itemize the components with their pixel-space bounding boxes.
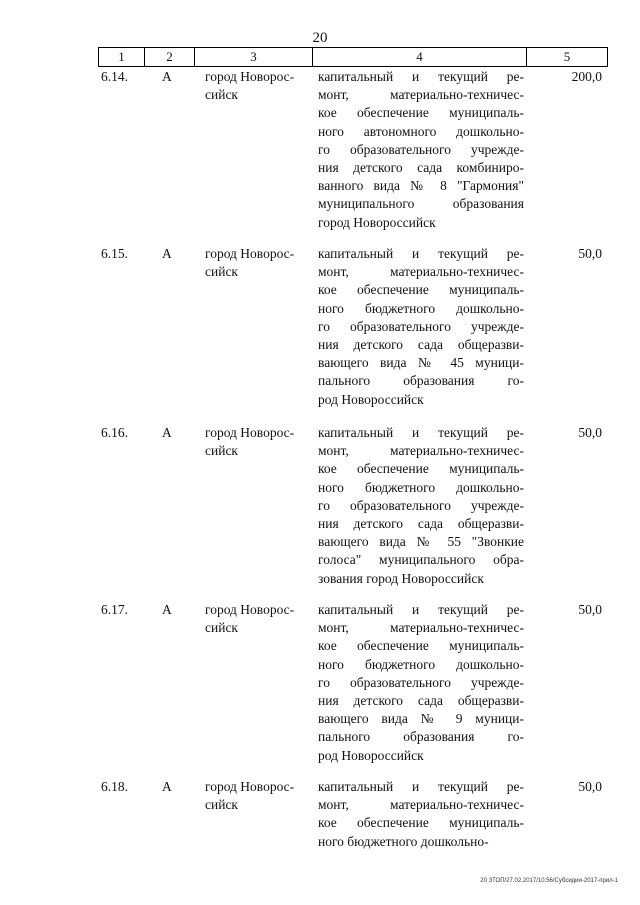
municipality-line: сийск	[205, 87, 238, 103]
purpose-description	[318, 68, 524, 232]
purpose-description	[318, 245, 524, 409]
description-line: го образовательного учрежде-	[318, 674, 524, 690]
description-line: голоса" муниципального обра-	[318, 552, 524, 568]
description-line: вающего вида № 55 "Звонкие	[318, 534, 524, 550]
column-header-1: 1	[99, 48, 145, 67]
category: А	[162, 69, 172, 84]
category: А	[162, 602, 172, 617]
description-line: монт, материально-техничес-	[318, 620, 524, 636]
amount: 50,0	[578, 779, 602, 794]
description-line: кое обеспечение муниципаль-	[318, 815, 524, 831]
category: А	[162, 779, 172, 794]
municipality-line: сийск	[205, 620, 238, 636]
purpose-description	[318, 778, 524, 851]
page-number: 20	[312, 30, 328, 46]
description-line: кое обеспечение муниципаль-	[318, 282, 524, 298]
description-line: капитальный и текущий ре-	[318, 602, 524, 617]
description-line: ного бюджетного дошкольно-	[318, 833, 489, 849]
description-line: монт, материально-техничес-	[318, 443, 524, 459]
municipality-line: город Новорос-	[205, 602, 295, 617]
municipality	[205, 245, 310, 281]
description-line: род Новороссийск	[318, 747, 424, 763]
item-number: 6.14.	[101, 69, 128, 84]
description-line: кое обеспечение муниципаль-	[318, 461, 524, 477]
description-line: ния детского сада общеразви-	[318, 693, 524, 709]
description-line: го образовательного учрежде-	[318, 318, 524, 334]
municipality-line: сийск	[205, 264, 238, 280]
column-header-2: 2	[145, 48, 195, 67]
description-line: ного бюджетного дошкольно-	[318, 300, 524, 316]
item-number: 6.15.	[101, 246, 128, 261]
amount: 200,0	[571, 69, 602, 84]
column-header-3: 3	[195, 48, 313, 67]
description-line: монт, материально-техничес-	[318, 87, 524, 103]
description-line: город Новороссийск	[318, 214, 436, 230]
description-line: го образовательного учрежде-	[318, 497, 524, 513]
municipality-line: сийск	[205, 443, 238, 459]
description-line: ванного вида № 8 "Гармония"	[318, 178, 524, 194]
description-line: вающего вида № 9 муници-	[318, 711, 524, 727]
description-line: кое обеспечение муниципаль-	[318, 105, 524, 121]
municipality	[205, 601, 310, 637]
footer-stamp: 20 ЗТОП/27.02.2017/10:56/Субсидии-2017-прил-1	[480, 878, 618, 884]
category: А	[162, 246, 172, 261]
description-line: капитальный и текущий ре-	[318, 425, 524, 440]
description-line: монт, материально-техничес-	[318, 264, 524, 280]
description-line: монт, материально-техничес-	[318, 797, 524, 813]
municipality-line: город Новорос-	[205, 69, 295, 84]
purpose-description	[318, 601, 524, 765]
municipality	[205, 68, 310, 104]
item-number: 6.16.	[101, 425, 128, 440]
category: А	[162, 425, 172, 440]
description-line: го образовательного учрежде-	[318, 141, 524, 157]
description-line: ния детского сада общеразви-	[318, 337, 524, 353]
description-line: капитальный и текущий ре-	[318, 779, 524, 794]
item-number: 6.17.	[101, 602, 128, 617]
description-line: кое обеспечение муниципаль-	[318, 638, 524, 654]
amount: 50,0	[578, 246, 602, 261]
amount: 50,0	[578, 602, 602, 617]
description-line: ния детского сада комбиниро-	[318, 160, 524, 176]
column-header-table	[98, 47, 608, 67]
item-number: 6.18.	[101, 779, 128, 794]
municipality-line: сийск	[205, 797, 238, 813]
description-line: пального образования го-	[318, 729, 524, 745]
purpose-description	[318, 424, 524, 588]
description-line: вающего вида № 45 муници-	[318, 355, 524, 371]
column-header-5: 5	[527, 48, 608, 67]
description-line: ния детского сада общеразви-	[318, 516, 524, 532]
municipality-line: город Новорос-	[205, 425, 295, 440]
amount: 50,0	[578, 425, 602, 440]
municipality-line: город Новорос-	[205, 779, 295, 794]
column-header-4: 4	[313, 48, 527, 67]
column-header-row	[99, 48, 608, 67]
description-line: муниципального образования	[318, 196, 524, 212]
municipality-line: город Новорос-	[205, 246, 295, 261]
description-line: ного бюджетного дошкольно-	[318, 479, 524, 495]
description-line: род Новороссийск	[318, 391, 424, 407]
description-line: ного автономного дошкольно-	[318, 123, 524, 139]
description-line: пального образования го-	[318, 373, 524, 389]
description-line: ного бюджетного дошкольно-	[318, 656, 524, 672]
municipality	[205, 778, 310, 814]
municipality	[205, 424, 310, 460]
description-line: капитальный и текущий ре-	[318, 69, 524, 84]
description-line: зования город Новороссийск	[318, 570, 484, 586]
description-line: капитальный и текущий ре-	[318, 246, 524, 261]
